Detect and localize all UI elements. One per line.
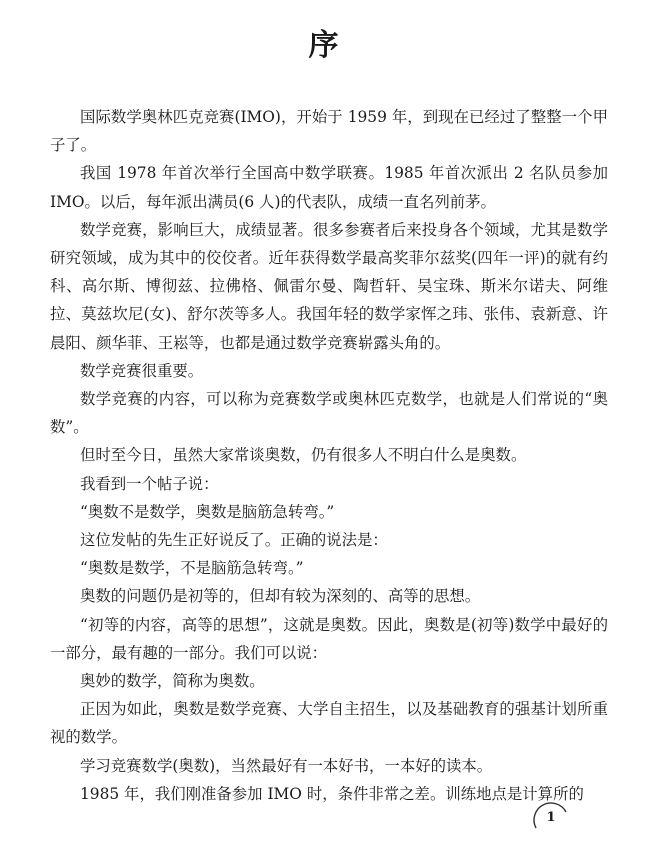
paragraph-correction-quote: “奥数是数学，不是脑筋急转弯。” — [80, 559, 304, 578]
paragraph-imo-history: 国际数学奥林匹克竞赛(IMO)，开始于 1959 年，到现在已经过了整整一个甲子了。 — [50, 108, 608, 155]
paragraph-good-book: 学习竞赛数学(奥数)，当然最好有一本好书，一本好的读本。 — [80, 756, 493, 775]
paragraph-competition-impact: 数学竞赛，影响巨大，成绩显著。很多参赛者后来投身各个领域，尤其是数学研究领域，成为其中的佼佼者。近年获得数学最高奖菲尔兹奖(四年一评)的就有约科、高尔斯、博彻兹、拉佛格、佩雷尔曼、陶哲轩、吴宝珠、斯米尔诺夫、阿维拉、莫兹坎尼(女)、舒尔茨等多人。我国年轻的数学家恽之玮、张伟、袁新意、许晨阳、颜华菲、王崧等，也都是通过数学竞赛崭露头角的。 — [50, 220, 608, 352]
paragraph-abbreviation: 奥妙的数学，简称为奥数。 — [80, 672, 265, 691]
paragraph-valued-math: 正因为如此，奥数是数学竞赛、大学自主招生，以及基础教育的强基计划所重视的数学。 — [50, 700, 608, 747]
paragraph-misunderstanding: 但时至今日，虽然大家常谈奥数，仍有很多人不明白什么是奥数。 — [80, 446, 527, 465]
paragraph-importance: 数学竞赛很重要。 — [80, 361, 204, 380]
paragraph-elementary-problems: 奥数的问题仍是初等的，但却有较为深刻的、高等的思想。 — [80, 587, 481, 606]
page-number-badge — [528, 800, 572, 836]
paragraph-post-quote: “奥数不是数学，奥数是脑筋急转弯。” — [80, 502, 335, 521]
paragraph-post-intro: 我看到一个帖子说： — [80, 474, 219, 493]
page-number: 1 — [546, 810, 556, 825]
page-title: 序 — [308, 28, 341, 63]
paragraph-olympiad-math: 数学竞赛的内容，可以称为竞赛数学或奥林匹克数学，也就是人们常说的“奥数”。 — [50, 390, 608, 437]
body-text — [50, 103, 608, 808]
paragraph-correction-intro: 这位发帖的先生正好说反了。正确的说法是： — [80, 531, 388, 550]
paragraph-definition: “初等的内容，高等的思想”，这就是奥数。因此，奥数是(初等)数学中最好的一部分，最有趣的一部分。我们可以说： — [50, 615, 608, 662]
paragraph-1985-conditions: 1985 年，我们刚准备参加 IMO 时，条件非常之差。训练地点是计算所的 — [80, 784, 584, 803]
paragraph-china-participation: 我国 1978 年首次举行全国高中数学联赛。1985 年首次派出 2 名队员参加 IMO。以后，每年派出满员(6 人)的代表队，成绩一直名列前茅。 — [50, 164, 608, 211]
